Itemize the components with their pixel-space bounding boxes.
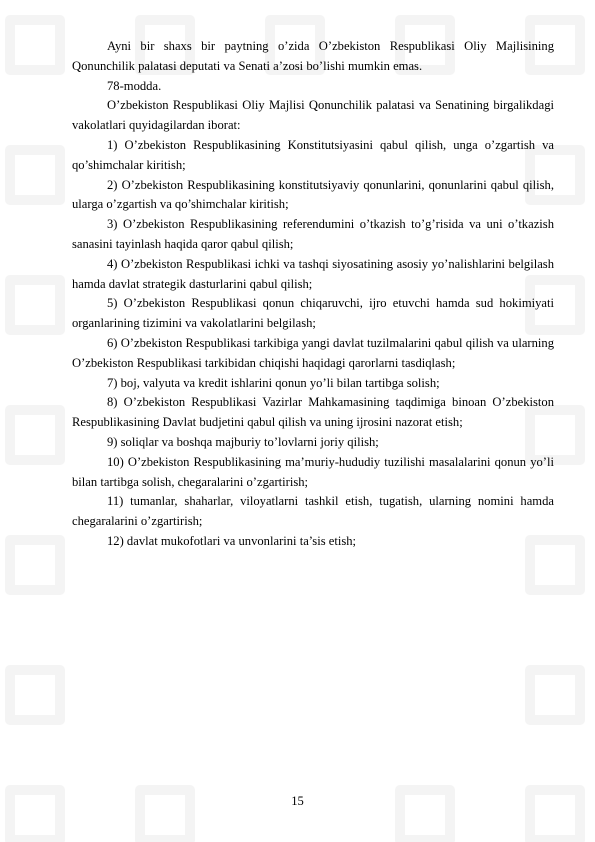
list-item: 6) O’zbekiston Respublikasi tarkibiga yangi davlat tuzilmalarini qabul qilish va ularning O’zbekiston Respublikasi tarkibidan chiqishi haqidagi qarorlarni tasdiqlash; xyxy=(72,335,554,370)
list-item: 9) soliqlar va boshqa majburiy to’lovlarni joriy qilish; xyxy=(107,434,379,449)
article-heading: 78-modda. xyxy=(107,78,162,93)
list-item: 1) O’zbekiston Respublikasining Konstitutsiyasini qabul qilish, unga o’zgartish va qo’shimchalar kiritish; xyxy=(72,137,554,172)
list-item: 8) O’zbekiston Respublikasi Vazirlar Mahkamasining taqdimiga binoan O’zbekiston Respublikasining Davlat budjetini qabul qilish va uning ijrosini nazorat etish; xyxy=(72,395,554,430)
page-number: 15 xyxy=(291,794,304,808)
paragraph: Ayni bir shaxs bir paytning o’zida O’zbekiston Respublikasi Oliy Majlisining Qonunchilik palatasi deputati va Senati a’zosi bo’lishi mumkin emas. xyxy=(72,39,554,73)
list-item: 3) O’zbekiston Respublikasining referendumini o’tkazish to’g’risida va uni o’tkazish sanasini tayinlash haqida qaror qabul qilish; xyxy=(72,217,554,251)
list-item: 4) O’zbekiston Respublikasi ichki va tashqi siyosatining asosiy yo’nalishlarini belgilash hamda davlat strategik dasturlarini qabul qilish; xyxy=(72,256,554,291)
list-item: 11) tumanlar, shaharlar, viloyatlarni tashkil etish, tugatish, ularning nomini hamda chegaralarini o’zgartirish; xyxy=(72,494,554,529)
list-item: 7) boj, valyuta va kredit ishlarini qonun yo’li bilan tartibga solish; xyxy=(107,375,440,390)
list-item: 12) davlat mukofotlari va unvonlarini ta’sis etish; xyxy=(107,533,357,548)
paragraph: O’zbekiston Respublikasi Oliy Majlisi Qonunchilik palatasi va Senatining birgalikdagi vakolatlari quyidagilardan iborat: xyxy=(72,98,554,133)
list-item: 5) O’zbekiston Respublikasi qonun chiqaruvchi, ijro etuvchi hamda sud hokimiyati organlarining tizimini va vakolatlarini belgilash; xyxy=(72,296,554,331)
document-body xyxy=(72,37,554,552)
list-item: 2) O’zbekiston Respublikasining konstitutsiyaviy qonunlarini, qonunlarini qabul qilish, ularga o’zgartish va qo’shimchalar kiritish; xyxy=(72,177,554,212)
list-item: 10) O’zbekiston Respublikasining ma’muriy-hududiy tuzilishi masalalarini qonun yo’li bilan tartibga solish, chegaralarini o’zgartirish; xyxy=(72,454,554,489)
